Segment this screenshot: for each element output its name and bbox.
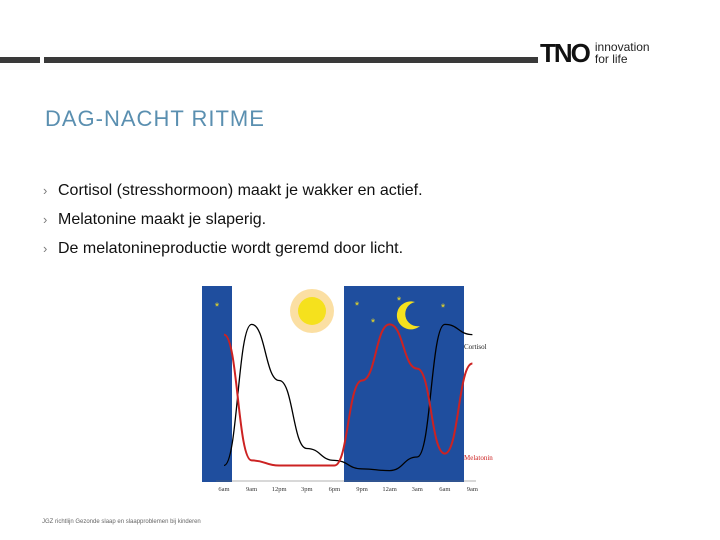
bullet-item	[43, 176, 423, 205]
star-icon: *	[440, 302, 446, 314]
x-tick-label: 6am	[218, 486, 230, 493]
chart-svg	[200, 284, 510, 496]
bullet-list	[43, 176, 423, 263]
logo-tagline-line-2: for life	[594, 52, 628, 66]
star-icon: *	[354, 300, 360, 312]
day-night-chart	[200, 284, 510, 496]
x-tick-label: 3am	[411, 486, 423, 493]
logo-tagline	[595, 41, 650, 65]
footer-note: JGZ richtlijn Gezonde slaap en slaapproblemen bij kinderen	[42, 519, 201, 525]
x-tick-label: 12pm	[271, 486, 287, 493]
x-tick-label: 9am	[245, 486, 258, 493]
bullet-item	[43, 205, 423, 234]
star-icon: *	[396, 295, 402, 307]
header-rule	[0, 57, 538, 63]
bullet-item	[43, 234, 423, 263]
slide-title: DAG-NACHT RITME	[45, 106, 265, 131]
tno-logo	[540, 40, 650, 66]
star-icon: *	[370, 317, 376, 329]
day-band-morning	[464, 286, 508, 482]
series-label-melatonin: Melatonin	[464, 454, 493, 462]
night-band-morning	[202, 286, 232, 482]
bullet-text: Melatonine maakt je slaperig.	[58, 210, 267, 228]
logo-tagline-line-1: innovation	[594, 40, 650, 54]
x-tick-label: 12am	[382, 486, 397, 493]
x-tick-label: 9am	[466, 486, 479, 493]
x-tick-label: 6pm	[328, 486, 341, 493]
x-tick-label: 9pm	[356, 486, 368, 493]
sun-icon	[290, 289, 334, 333]
star-icon: *	[214, 301, 220, 313]
x-tick-label: 3pm	[301, 486, 313, 493]
x-tick-label: 6am	[439, 486, 451, 493]
series-label-cortisol: Cortisol	[464, 343, 487, 351]
chevron-right-icon: ›	[43, 212, 48, 227]
bullet-text: Cortisol (stresshormoon) maakt je wakker en actief.	[58, 181, 423, 199]
chevron-right-icon: ›	[43, 241, 48, 256]
bullet-text: De melatonineproductie wordt geremd door licht.	[58, 239, 404, 257]
logo-mark: TNO	[540, 38, 589, 68]
tick-layer	[218, 486, 478, 493]
chevron-right-icon: ›	[43, 183, 48, 198]
